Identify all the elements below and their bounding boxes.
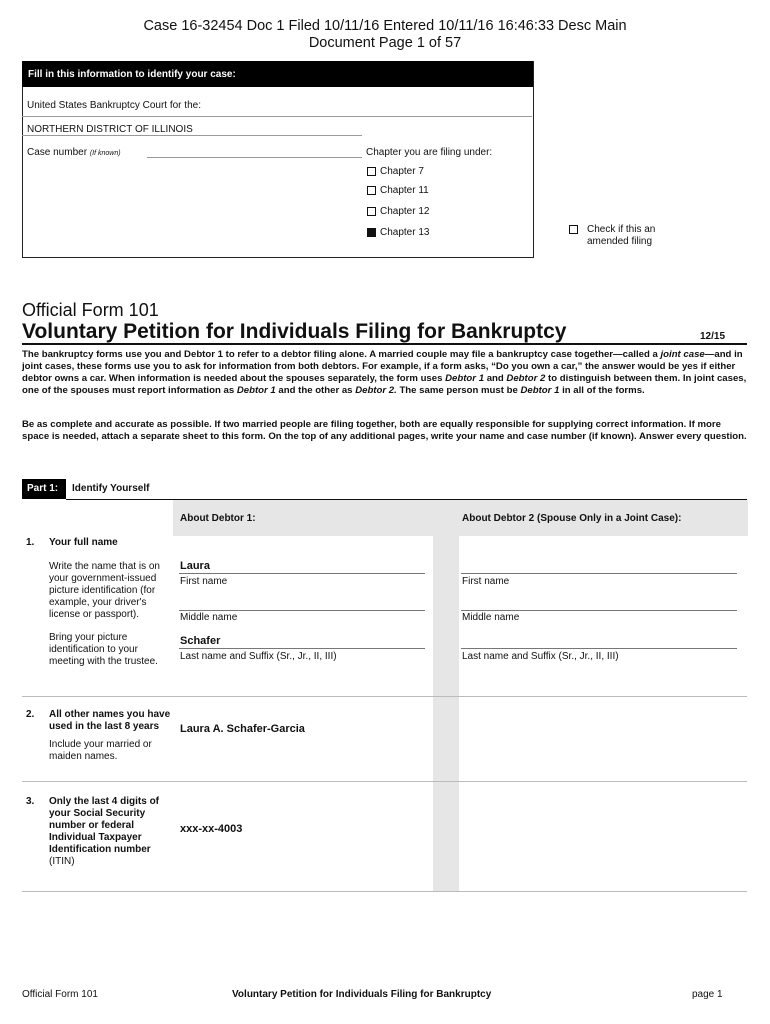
district-value[interactable]: NORTHERN DISTRICT OF ILLINOIS	[27, 124, 193, 135]
case-identification-header: Fill in this information to identify your case:	[22, 61, 533, 87]
case-identification-box	[22, 61, 534, 258]
question-1-title: Your full name	[49, 537, 118, 548]
debtor-1-other-names[interactable]: Laura A. Schafer-Garcia	[180, 723, 305, 735]
debtor-1-column-header: About Debtor 1:	[180, 513, 256, 524]
question-3-help: (ITIN)	[49, 856, 75, 867]
middle-name-label: Middle name	[180, 612, 238, 623]
intro-paragraph-2: Be as complete and accurate as possible. If two married people are filing together, both are equally responsible for supplying correct information. If more space is needed, attach a separate sheet to this form. On the top of any additional pages, write your name and case number (if known). Answer every question.	[22, 419, 747, 442]
checked-checkbox-icon[interactable]	[367, 228, 376, 237]
form-revision: 12/15	[700, 331, 726, 342]
case-number-label: Case number (If known)	[27, 147, 121, 158]
debtor-2-middle-name-field[interactable]	[461, 610, 737, 611]
middle-name-label: Middle name	[462, 612, 520, 623]
question-2-help: Include your married or maiden names.	[49, 739, 152, 762]
footer-form-number: Official Form 101	[22, 989, 98, 1000]
form-title: Voluntary Petition for Individuals Filing for Bankruptcy	[22, 320, 567, 343]
court-stamp-line2: Document Page 1 of 57	[308, 35, 462, 51]
checkbox-icon[interactable]	[367, 167, 376, 176]
part-1-title: Identify Yourself	[72, 483, 150, 494]
district-line	[22, 135, 362, 136]
question-2-number: 2.	[26, 709, 35, 720]
first-name-label: First name	[462, 576, 510, 587]
question-3-number: 3.	[26, 796, 35, 807]
question-1-help-2: Bring your picture identification to your meeting with the trustee.	[49, 632, 158, 667]
last-name-label: Last name and Suffix (Sr., Jr., II, III)	[180, 651, 337, 662]
last-name-label: Last name and Suffix (Sr., Jr., II, III)	[462, 651, 619, 662]
court-stamp-line1: Case 16-32454 Doc 1 Filed 10/11/16 Entered 10/11/16 16:46:33 Desc Main	[143, 18, 627, 34]
debtor-1-first-name-line	[179, 573, 425, 574]
debtor-2-column-header: About Debtor 2 (Spouse Only in a Joint Case):	[462, 513, 682, 524]
column-gutter	[433, 536, 459, 891]
debtor-1-ssn[interactable]: xxx-xx-4003	[180, 823, 243, 835]
divider	[22, 116, 532, 117]
debtor-1-last-name[interactable]: Schafer	[180, 635, 221, 647]
question-3-title: Only the last 4 digits of your Social Security number or federal Individual Taxpayer Identification number	[49, 796, 160, 855]
footer-form-title: Voluntary Petition for Individuals Filing for Bankruptcy	[232, 989, 492, 1000]
checkbox-icon[interactable]	[367, 207, 376, 216]
debtor-1-first-name[interactable]: Laura	[180, 560, 210, 572]
form-number: Official Form 101	[22, 300, 159, 320]
case-number-hint: (If known)	[89, 150, 121, 157]
question-2-title: All other names you have used in the last 8 years	[49, 709, 171, 732]
case-number-field[interactable]	[147, 157, 362, 158]
question-separator	[22, 891, 747, 892]
part-1-tag: Part 1:	[22, 479, 66, 499]
question-1-number: 1.	[26, 537, 35, 548]
debtor-1-last-name-line	[179, 648, 425, 649]
chapter-label: Chapter you are filing under:	[366, 147, 493, 158]
debtor-1-middle-name-line[interactable]	[179, 610, 425, 611]
court-label: United States Bankruptcy Court for the:	[27, 100, 201, 111]
checkbox-icon[interactable]	[367, 186, 376, 195]
title-rule	[22, 343, 747, 345]
intro-paragraph-1: The bankruptcy forms use you and Debtor 1 to refer to a debtor filing alone. A married couple may file a bankruptcy case together—called a joint case—and in joint cases, these forms use you to ask for information from both debtors. For example, if a form asks, “Do you own a car,” the answer would be yes if either debtor owns a car. When information is needed about the spouses separately, the form uses Debtor 1 and Debtor 2 to distinguish between them. In joint cases, one of the spouses must report information as Debtor 1 and the other as Debtor 2. The same person must be Debtor 1 in all of the forms.	[22, 349, 747, 396]
debtor-2-last-name-field[interactable]	[461, 648, 737, 649]
first-name-label: First name	[180, 576, 228, 587]
checkbox-icon[interactable]	[569, 225, 578, 234]
debtor-2-first-name-field[interactable]	[461, 573, 737, 574]
question-1-help: Write the name that is on your government-issued picture identification (for example, your driver's license or passport).	[49, 561, 160, 620]
question-separator	[22, 696, 747, 697]
question-separator	[22, 781, 747, 782]
footer-page-number: page 1	[692, 989, 723, 1000]
